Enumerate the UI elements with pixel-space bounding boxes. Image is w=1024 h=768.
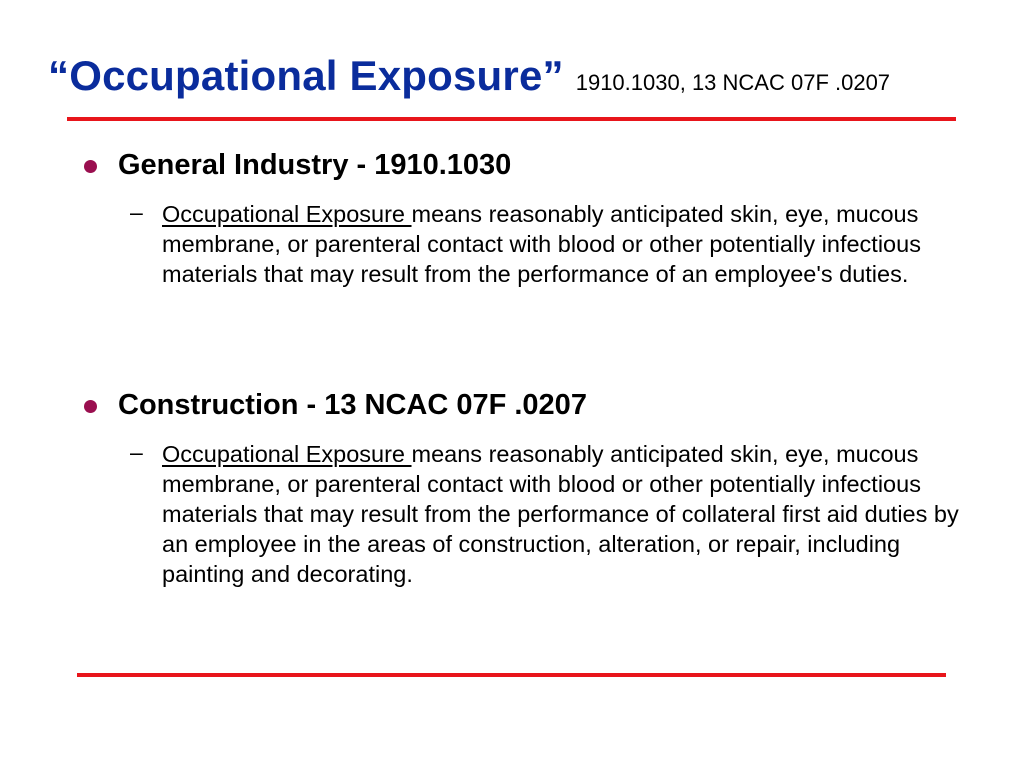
top-divider xyxy=(67,117,956,121)
slide-title-row xyxy=(48,52,890,100)
bullet-line xyxy=(84,389,962,425)
dash-icon: – xyxy=(130,439,143,465)
section-general-industry xyxy=(84,149,962,289)
section-construction xyxy=(84,389,962,589)
definition-item xyxy=(84,439,962,589)
bullet-dot-icon xyxy=(84,160,97,173)
dash-icon: – xyxy=(130,199,143,225)
slide-title-citation: 1910.1030, 13 NCAC 07F .0207 xyxy=(575,70,891,95)
definition-text xyxy=(162,439,962,589)
definition-body: means reasonably anticipated skin, eye, mucous membrane, or parenteral contact with blood or other potentially infectious materials that may result from the performance of an employee's duties. xyxy=(162,201,921,287)
bottom-divider xyxy=(77,673,946,677)
section-heading: Construction - 13 NCAC 07F .0207 xyxy=(118,389,587,421)
definition-text xyxy=(162,199,962,289)
bullet-dot-icon xyxy=(84,400,97,413)
bullet-line xyxy=(84,149,962,185)
definition-body: means reasonably anticipated skin, eye, mucous membrane, or parenteral contact with blood or other potentially infectious materials that may result from the performance of collateral first aid duties by an employee in the areas of construction, alteration, or repair, including painting and decorating. xyxy=(162,441,959,587)
section-heading: General Industry - 1910.1030 xyxy=(118,149,512,181)
defined-term: Occupational Exposure xyxy=(162,441,412,467)
definition-item xyxy=(84,199,962,289)
slide-title: “Occupational Exposure” xyxy=(48,52,564,99)
defined-term: Occupational Exposure xyxy=(162,201,412,227)
